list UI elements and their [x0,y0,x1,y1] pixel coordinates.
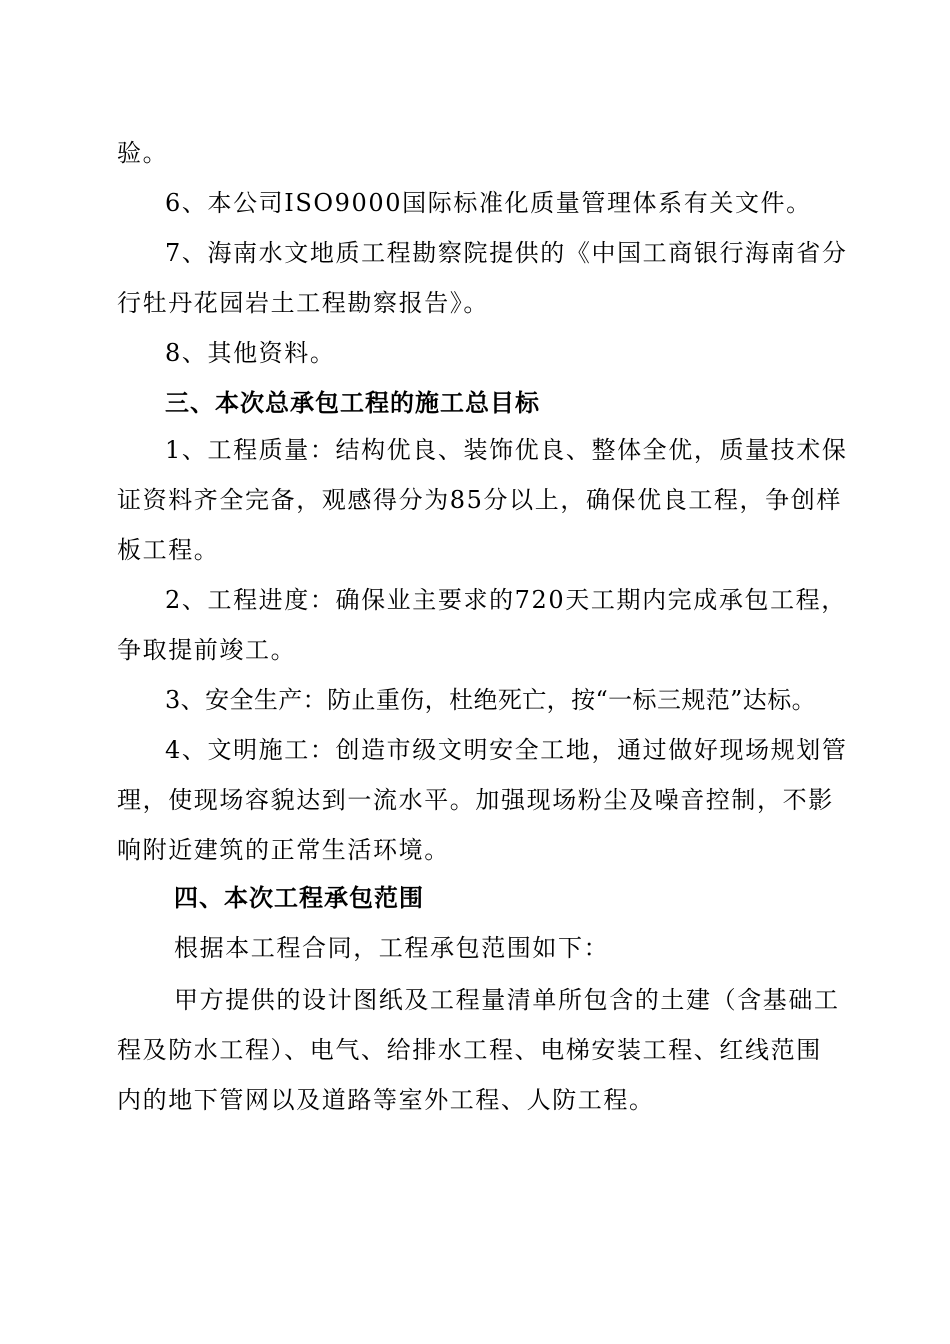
goal-1-line-3: 板工程。 [117,536,220,564]
paragraph-6: 6、本公司ISO9000国际标准化质量管理体系有关文件。 [165,189,812,217]
section-heading-4: 四、本次工程承包范围 [174,884,424,912]
goal-4-line-3: 响附近建筑的正常生活环境。 [117,836,450,864]
goal-2-line-1: 2、工程进度：确保业主要求的720天工期内完成承包工程， [165,586,847,614]
paragraph-8: 8、其他资料。 [165,339,336,367]
paragraph-7-line-1: 7、海南水文地质工程勘察院提供的《中国工商银行海南省分 [165,239,848,267]
goal-1-line-1: 1、工程质量：结构优良、装饰优良、整体全优，质量技术保 [165,436,848,464]
goal-1-line-2: 证资料齐全完备，观感得分为85分以上，确保优良工程，争创样 [117,486,842,514]
paragraph-7-line-2: 行牡丹花园岩土工程勘察报告》。 [117,289,489,317]
scope-intro: 根据本工程合同，工程承包范围如下： [174,934,610,962]
scope-line-2: 程及防水工程）、电气、给排水工程、电梯安装工程、红线范围 [117,1036,822,1064]
scope-line-1: 甲方提供的设计图纸及工程量清单所包含的土建（含基础工 [174,986,840,1014]
paragraph-5-end: 验。 [117,139,169,167]
goal-4-line-2: 理，使现场容貌达到一流水平。加强现场粉尘及噪音控制，不影 [117,786,834,814]
goal-4-line-1: 4、文明施工：创造市级文明安全工地，通过做好现场规划管 [165,736,848,764]
goal-3: 3、安全生产：防止重伤，杜绝死亡，按“一标三规范”达标。 [165,686,817,714]
goal-2-line-2: 争取提前竣工。 [117,636,297,664]
section-heading-3: 三、本次总承包工程的施工总目标 [165,389,540,417]
scope-line-3: 内的地下管网以及道路等室外工程、人防工程。 [117,1086,655,1114]
